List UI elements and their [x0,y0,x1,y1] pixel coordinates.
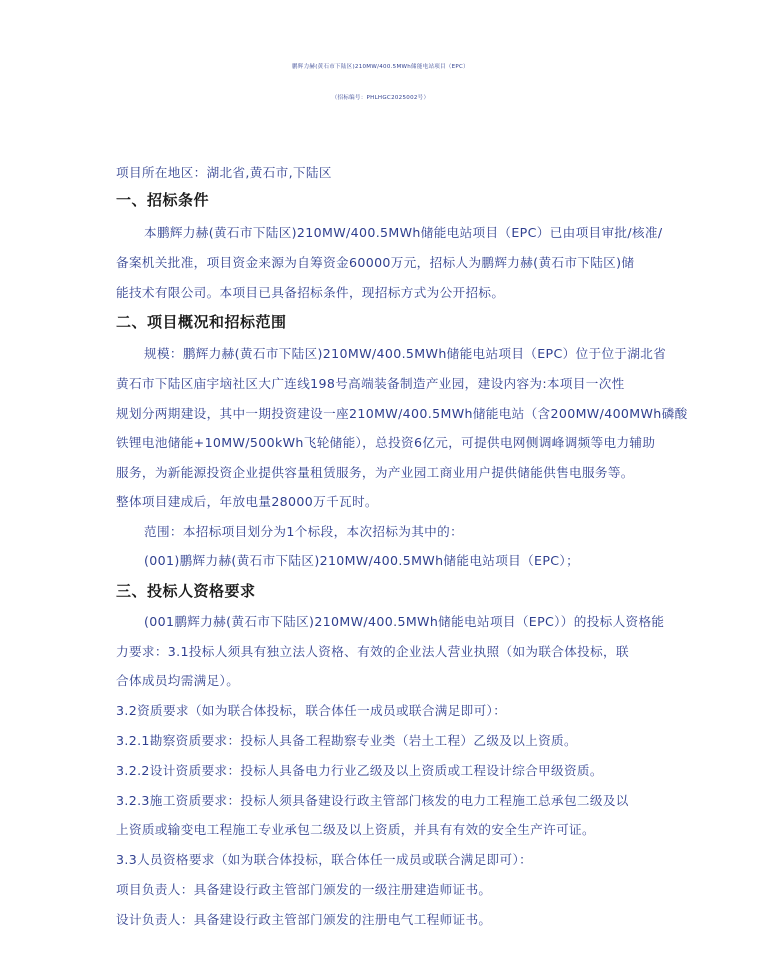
paragraph-line: 3.3人员资格要求（如为联合体投标，联合体任一成员或联合满足即可）： [116,852,533,867]
paragraph-line: 规模：鹏辉力赫(黄石市下陆区)210MW/400.5MWh储能电站项目（EPC）位于位于湖北省 [144,346,667,361]
paragraph-line: 整体项目建成后，年放电量28000万千瓦时。 [116,494,378,509]
paragraph-line: 黄石市下陆区庙宇垴社区大广连线198号高端装备制造产业园，建设内容为:本项目一次性 [116,376,625,391]
paragraph-line: 服务，为新能源投资企业提供容量租赁服务，为产业园工商业用户提供储能供售电服务等。 [116,465,634,480]
paragraph-line: 设计负责人：具备建设行政主管部门颁发的注册电气工程师证书。 [116,912,492,927]
paragraph-line: 3.2.3施工资质要求：投标人须具备建设行政主管部门核发的电力工程施工总承包二级及以 [116,793,629,808]
paragraph-line: 上资质或输变电工程施工专业承包二级及以上资质，并具有有效的安全生产许可证。 [116,822,595,837]
paragraph-line: (001)鹏辉力赫(黄石市下陆区)210MW/400.5MWh储能电站项目（EPC）； [144,553,580,568]
paragraph-line: 力要求：3.1投标人须具有独立法人资格、有效的企业法人营业执照（如为联合体投标，联 [116,644,629,659]
paragraph-line: 项目负责人：具备建设行政主管部门颁发的一级注册建造师证书。 [116,882,492,897]
paragraph-line: (001鹏辉力赫(黄石市下陆区)210MW/400.5MWh储能电站项目（EPC））的投标人资格能 [144,614,665,629]
paragraph-line: 范围：本招标项目划分为1个标段，本次招标为其中的： [144,524,464,539]
paragraph-line: 3.2.1勘察资质要求：投标人具备工程勘察专业类（岩土工程）乙级及以上资质。 [116,733,577,748]
paragraph-line: 3.2资质要求（如为联合体投标，联合体任一成员或联合满足即可）： [116,703,507,718]
paragraph-line: 合体成员均需满足）。 [116,673,240,688]
project-region: 项目所在地区：湖北省,黄石市,下陆区 [116,165,332,180]
paragraph-line: 规划分两期建设，其中一期投资建设一座210MW/400.5MWh储能电站（含200MW/400MWh磷酸 [116,406,688,421]
paragraph-line: 能技术有限公司。本项目已具备招标条件，现招标方式为公开招标。 [116,285,505,300]
paragraph-line: 铁锂电池储能+10MW/500kWh飞轮储能），总投资6亿元，可提供电网侧调峰调频等电力辅助 [116,435,656,450]
document-title: 鹏辉力赫(黄石市下陆区)210MW/400.5MWh储能电站项目（EPC） [292,64,469,70]
section-heading-project-overview: 二、项目概况和招标范围 [116,313,287,331]
section-heading-tender-conditions: 一、招标条件 [116,191,210,209]
section-heading-bidder-qualifications: 三、投标人资格要求 [116,582,256,600]
paragraph-line: 3.2.2设计资质要求：投标人具备电力行业乙级及以上资质或工程设计综合甲级资质。 [116,763,603,778]
tender-number: （招标编号：PHLHGC2025002号） [331,95,430,101]
paragraph-line: 本鹏辉力赫(黄石市下陆区)210MW/400.5MWh储能电站项目（EPC）已由项目审批/核准/ [144,225,663,240]
paragraph-line: 备案机关批准，项目资金来源为自筹资金60000万元，招标人为鹏辉力赫(黄石市下陆区)储 [116,255,635,270]
